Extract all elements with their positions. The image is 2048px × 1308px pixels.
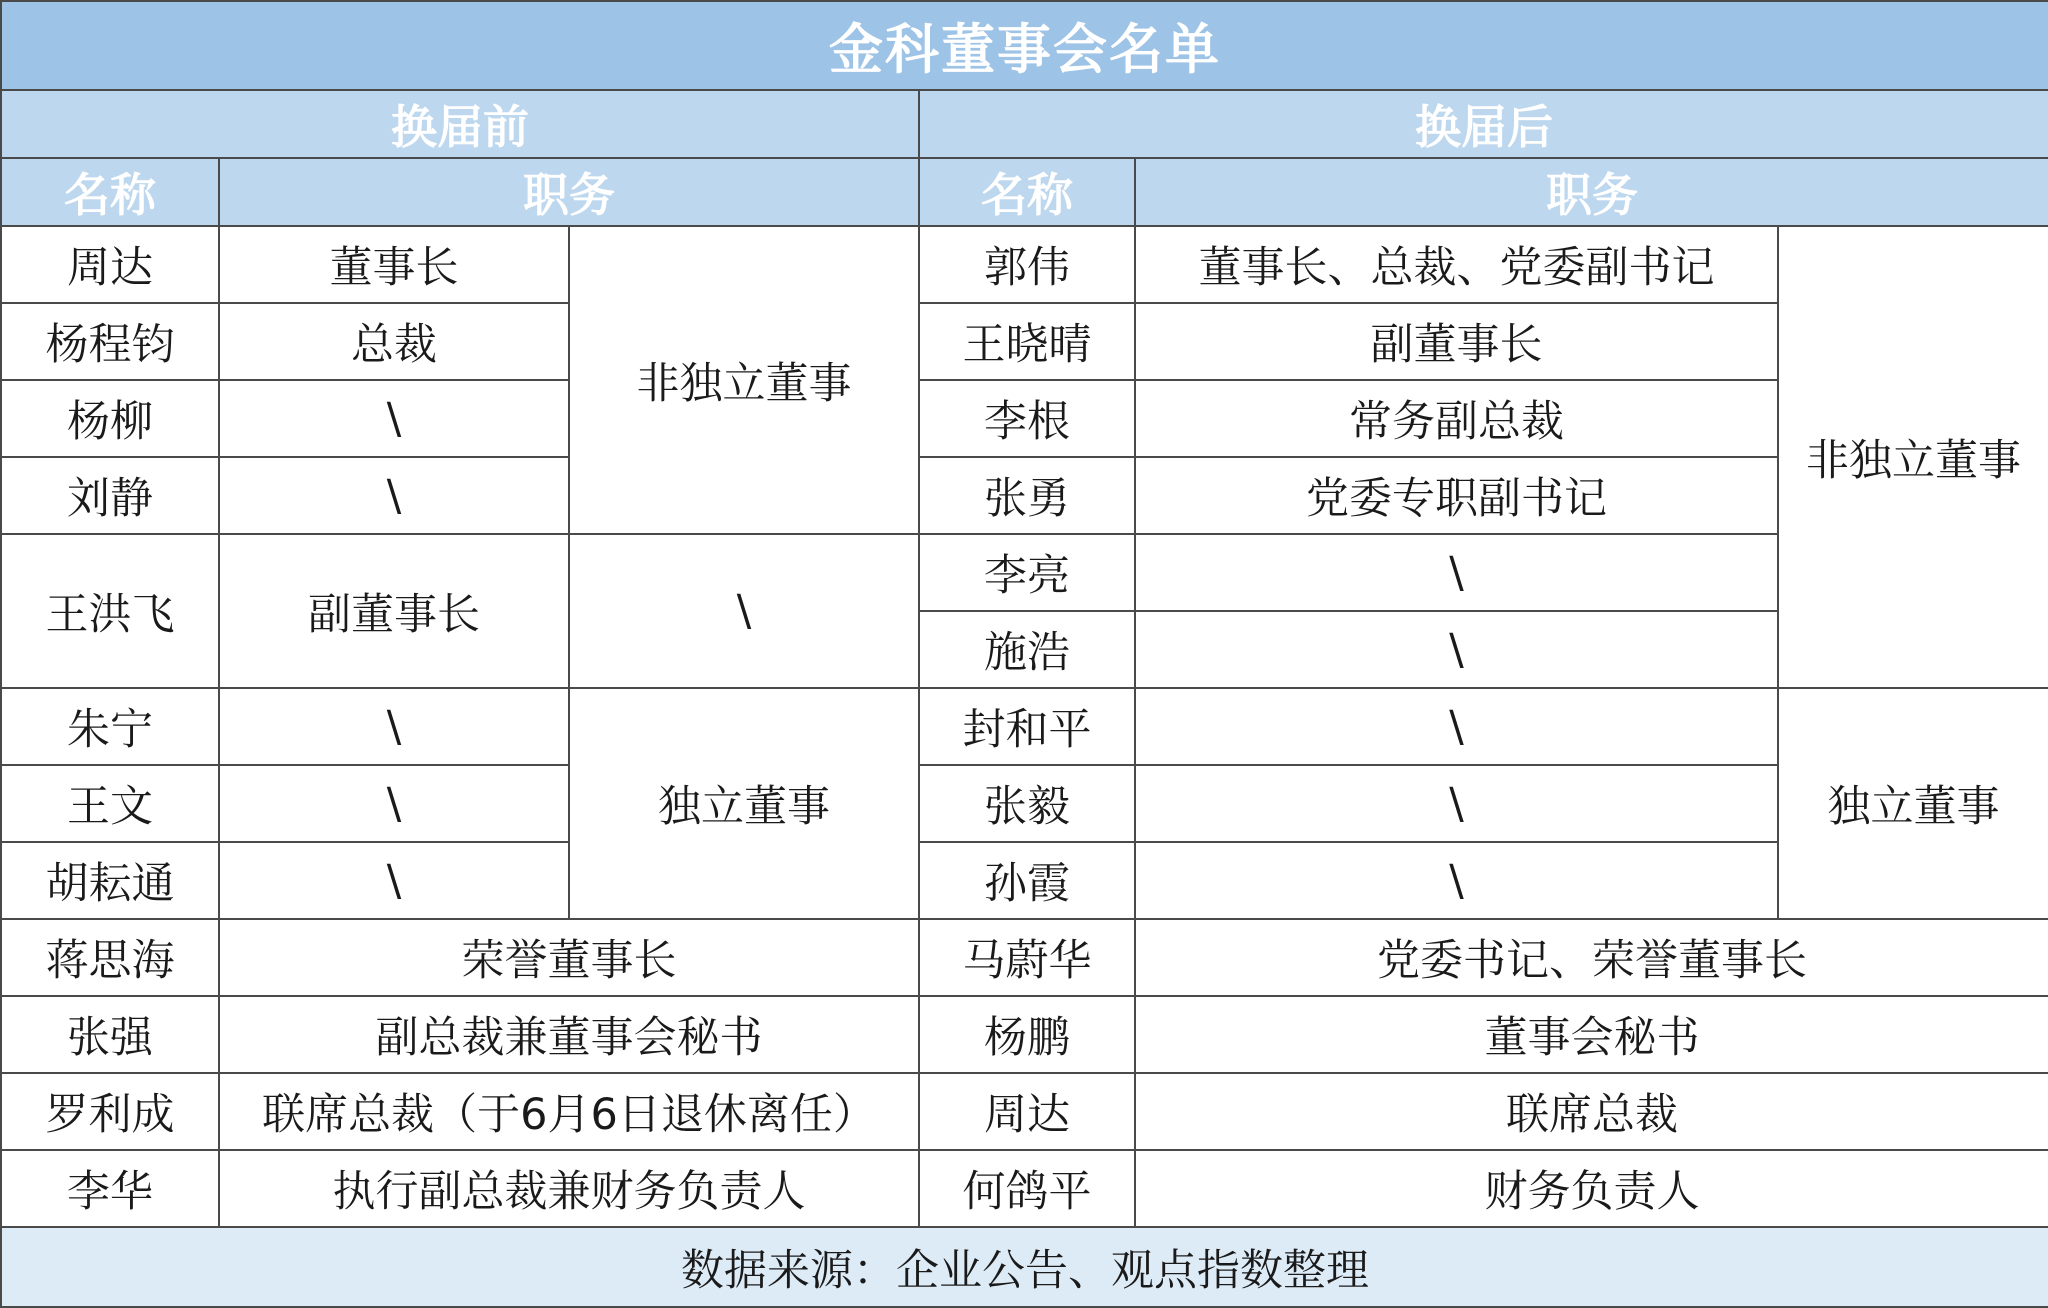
- after-director-type-cell: 独立董事: [1778, 688, 2048, 919]
- after-position-cell: \: [1135, 534, 1778, 611]
- after-name-cell: 李根: [919, 380, 1135, 457]
- after-name-cell: 周达: [919, 1073, 1135, 1150]
- after-position-cell: 党委书记、荣誉董事长: [1135, 919, 2048, 996]
- group-header-before: 换届前: [1, 90, 919, 158]
- after-name-cell: 孙霞: [919, 842, 1135, 919]
- column-header-before-name: 名称: [1, 158, 219, 226]
- table-row: [1, 303, 2048, 380]
- after-name-cell: 李亮: [919, 534, 1135, 611]
- before-position-cell: 联席总裁（于6月6日退休离任）: [219, 1073, 919, 1150]
- column-header-before-position: 职务: [219, 158, 919, 226]
- after-position-cell: 常务副总裁: [1135, 380, 1778, 457]
- table-row: [1, 534, 2048, 611]
- after-director-type-cell: 非独立董事: [1778, 226, 2048, 688]
- before-position-cell: 副董事长: [219, 534, 569, 688]
- table-row: [1, 688, 2048, 765]
- before-position-cell: \: [219, 765, 569, 842]
- before-position-cell: \: [219, 842, 569, 919]
- before-name-cell: 胡耘通: [1, 842, 219, 919]
- after-position-cell: 联席总裁: [1135, 1073, 2048, 1150]
- table-row: [1, 996, 2048, 1073]
- after-name-cell: 郭伟: [919, 226, 1135, 303]
- after-position-cell: \: [1135, 842, 1778, 919]
- before-name-cell: 李华: [1, 1150, 219, 1227]
- after-position-cell: 党委专职副书记: [1135, 457, 1778, 534]
- before-position-cell: 副总裁兼董事会秘书: [219, 996, 919, 1073]
- after-name-cell: 杨鹏: [919, 996, 1135, 1073]
- after-position-cell: \: [1135, 765, 1778, 842]
- before-position-cell: 执行副总裁兼财务负责人: [219, 1150, 919, 1227]
- table-row: [1, 842, 2048, 919]
- table-row: [1, 919, 2048, 996]
- column-header-after-position: 职务: [1135, 158, 2048, 226]
- before-name-cell: 杨程钧: [1, 303, 219, 380]
- before-position-cell: \: [219, 688, 569, 765]
- before-position-cell: 董事长: [219, 226, 569, 303]
- data-source-footer: 数据来源：企业公告、观点指数整理: [1, 1227, 2048, 1307]
- table-row: [1, 457, 2048, 534]
- before-position-cell: \: [219, 457, 569, 534]
- before-name-cell: 蒋思海: [1, 919, 219, 996]
- after-position-cell: 副董事长: [1135, 303, 1778, 380]
- before-name-cell: 杨柳: [1, 380, 219, 457]
- table-row: [1, 765, 2048, 842]
- before-name-cell: 张强: [1, 996, 219, 1073]
- before-director-type-cell: \: [569, 534, 919, 688]
- before-position-cell: 荣誉董事长: [219, 919, 919, 996]
- table-title: 金科董事会名单: [1, 1, 2048, 90]
- after-name-cell: 何鸽平: [919, 1150, 1135, 1227]
- before-name-cell: 刘静: [1, 457, 219, 534]
- before-position-cell: 总裁: [219, 303, 569, 380]
- table-row: [1, 380, 2048, 457]
- before-name-cell: 罗利成: [1, 1073, 219, 1150]
- table-row: [1, 1150, 2048, 1227]
- before-director-type-cell: 独立董事: [569, 688, 919, 919]
- table-row: [1, 1073, 2048, 1150]
- after-position-cell: 董事长、总裁、党委副书记: [1135, 226, 1778, 303]
- after-name-cell: 张毅: [919, 765, 1135, 842]
- column-header-after-name: 名称: [919, 158, 1135, 226]
- table-row: [1, 226, 2048, 303]
- before-position-cell: \: [219, 380, 569, 457]
- after-name-cell: 王晓晴: [919, 303, 1135, 380]
- before-name-cell: 王洪飞: [1, 534, 219, 688]
- after-name-cell: 马蔚华: [919, 919, 1135, 996]
- group-header-after: 换届后: [919, 90, 2048, 158]
- after-name-cell: 张勇: [919, 457, 1135, 534]
- after-position-cell: \: [1135, 611, 1778, 688]
- after-position-cell: 财务负责人: [1135, 1150, 2048, 1227]
- after-position-cell: \: [1135, 688, 1778, 765]
- after-name-cell: 封和平: [919, 688, 1135, 765]
- after-position-cell: 董事会秘书: [1135, 996, 2048, 1073]
- after-name-cell: 施浩: [919, 611, 1135, 688]
- before-name-cell: 朱宁: [1, 688, 219, 765]
- before-name-cell: 周达: [1, 226, 219, 303]
- before-name-cell: 王文: [1, 765, 219, 842]
- before-director-type-cell: 非独立董事: [569, 226, 919, 534]
